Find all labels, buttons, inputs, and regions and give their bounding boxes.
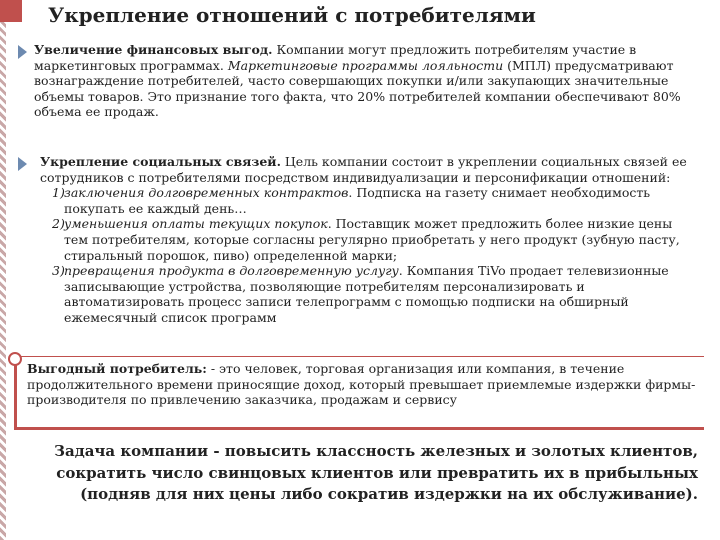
definition-lead: Выгодный потребитель: [27,361,207,376]
block1-lead: Увеличение финансовых выгод. [34,42,273,57]
block1-term: Маркетинговые программы лояльности [227,57,504,73]
list-item-term: превращения продукта в долговременную услугу [64,263,399,279]
task-statement: Задача компании - повысить классность железных и золотых клиентов, сократить число свинцовых клиентов или превратить их в прибыльных (подняв для них цены либо сократив издержки на их обслуживание). [54,442,698,504]
list-item-term: заключения долговременных контрактов [64,185,349,201]
list-item-text: . Поставщик может предложить более низкие цены тем потребителям, которые согласны регулярно приобретать у него продукт (зубную пасту, стиральный порошок, пиво) определенной марки; [64,216,680,263]
decorative-dot [8,352,22,366]
list-item-number: 3) [52,263,65,279]
list-item-term: уменьшения оплаты текущих покупок [64,216,328,232]
block-social-ties [40,154,700,326]
list-item [40,216,700,263]
list-item-text: . Подписка на газету снимает необходимость покупать ее каждый день… [64,185,651,216]
block-financial-benefits [34,42,700,120]
block1-text1: Компании могут предложить потребителям участие в маркетинговых программах. [34,42,637,73]
list-item-text: . Компания TiVo продает телевизионные записывающие устройства, позволяющие потребителям персонализировать и автоматизировать процесс записи телепрограмм с помощью подписки на обширный ежемесячный список программ [64,263,669,325]
decorative-left-stripe [0,0,6,540]
slide-title: Укрепление отношений с потребителями [48,3,536,27]
list-item-number: 1) [52,185,65,201]
block2-lead: Укрепление социальных связей. [40,154,281,169]
decorative-corner [0,0,22,22]
block1-text2: (МПЛ) предусматривают вознаграждение потребителей, часто совершающих покупки и/или закупающих значительные объемы товаров. Это признание того факта, что 20% потребителей компании обеспечивают 80% объема ее продаж. [34,57,681,120]
list-item-number: 2) [52,216,65,232]
bullet-arrow-icon [18,45,27,59]
list-item [40,263,700,325]
definition-text: - это человек, торговая организация или компания, в течение продолжительного времени приносящие доход, который превышает приемлемые издержки фирмы-производителя по привлечению заказчика, продажам и сервису [27,361,696,408]
block2-text: Цель компании состоит в укреплении социальных связей ее сотрудников с потребителями посредством индивидуализации и персонификации отношений: [40,154,687,185]
list-item [40,185,700,216]
definition-box [14,356,704,430]
bullet-arrow-icon [18,157,27,171]
